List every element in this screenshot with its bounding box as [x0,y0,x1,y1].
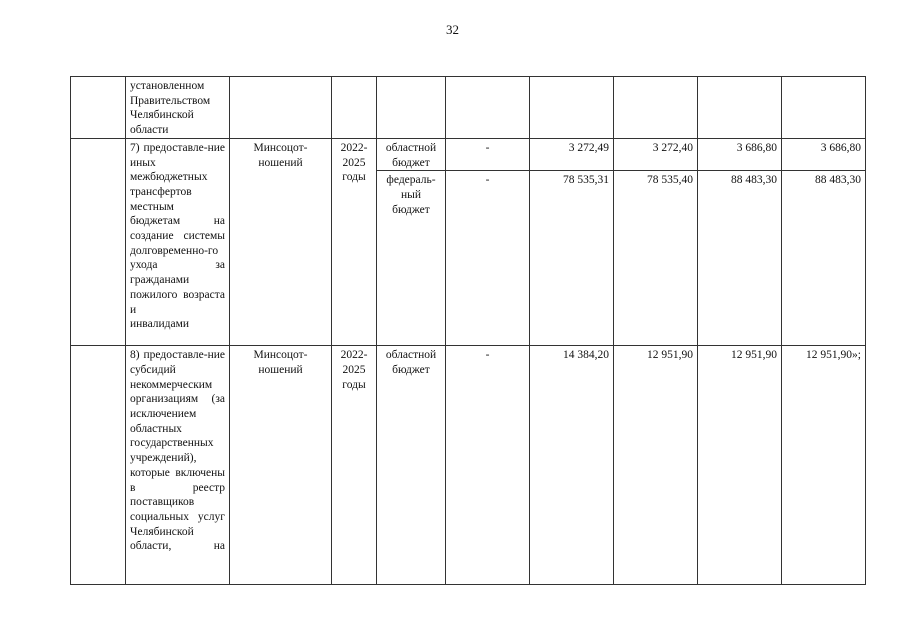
number-cell [71,77,126,139]
measure-name-tail: инвалидами [130,318,190,331]
value-cell: 3 272,49 [530,138,614,170]
measure-name-tail: области, на [130,540,225,553]
value-cell: 14 384,20 [530,346,614,585]
base-value-cell: - [446,346,530,585]
value-cell: 3 272,40 [614,138,698,170]
executor-cell: Минсоцот-ношений [230,138,332,345]
table-row [71,138,866,170]
value-cell: 78 535,31 [530,171,614,346]
program-measures-table [70,76,866,585]
measure-name-text: 8) предоставле-ние субсидий некоммерческим организациям (за исключением областных государственных учреждений), которые включены в реестр поставщиков социальных услуг Челябинской [130,349,225,538]
value-cell: 88 483,30 [782,171,866,346]
value-cell [698,77,782,139]
value-cell: 12 951,90 [614,346,698,585]
measure-name-cell: установленном Правительством Челябинской области [126,77,230,139]
source-cell: областной бюджет [377,138,446,170]
executor-cell: Минсоцот-ношений [230,346,332,585]
executor-cell [230,77,332,139]
value-cell [530,77,614,139]
years-cell: 2022-2025 годы [332,346,377,585]
value-cell: 88 483,30 [698,171,782,346]
years-cell [332,77,377,139]
value-cell: 12 951,90 [698,346,782,585]
measure-name-text: 7) предоставле-ние иных межбюджетных трансфертов местным бюджетам на создание системы долговременно-го ухода за гражданами пожилого возраста и [130,141,225,316]
value-cell: 3 686,80 [782,138,866,170]
years-cell: 2022-2025 годы [332,138,377,345]
measure-name-cell [126,346,230,585]
source-cell: областной бюджет [377,346,446,585]
table-row [71,77,866,139]
page-number: 32 [446,22,459,37]
base-value-cell: - [446,138,530,170]
source-cell: федераль-ный бюджет [377,171,446,346]
value-cell: 3 686,80 [698,138,782,170]
value-cell [614,77,698,139]
value-cell [446,77,530,139]
number-cell [71,138,126,345]
value-cell: 78 535,40 [614,171,698,346]
number-cell [71,346,126,585]
value-cell [782,77,866,139]
table-row [71,346,866,585]
measure-name-cell [126,138,230,345]
value-cell: 12 951,90»; [782,346,866,585]
source-cell [377,77,446,139]
base-value-cell: - [446,171,530,346]
